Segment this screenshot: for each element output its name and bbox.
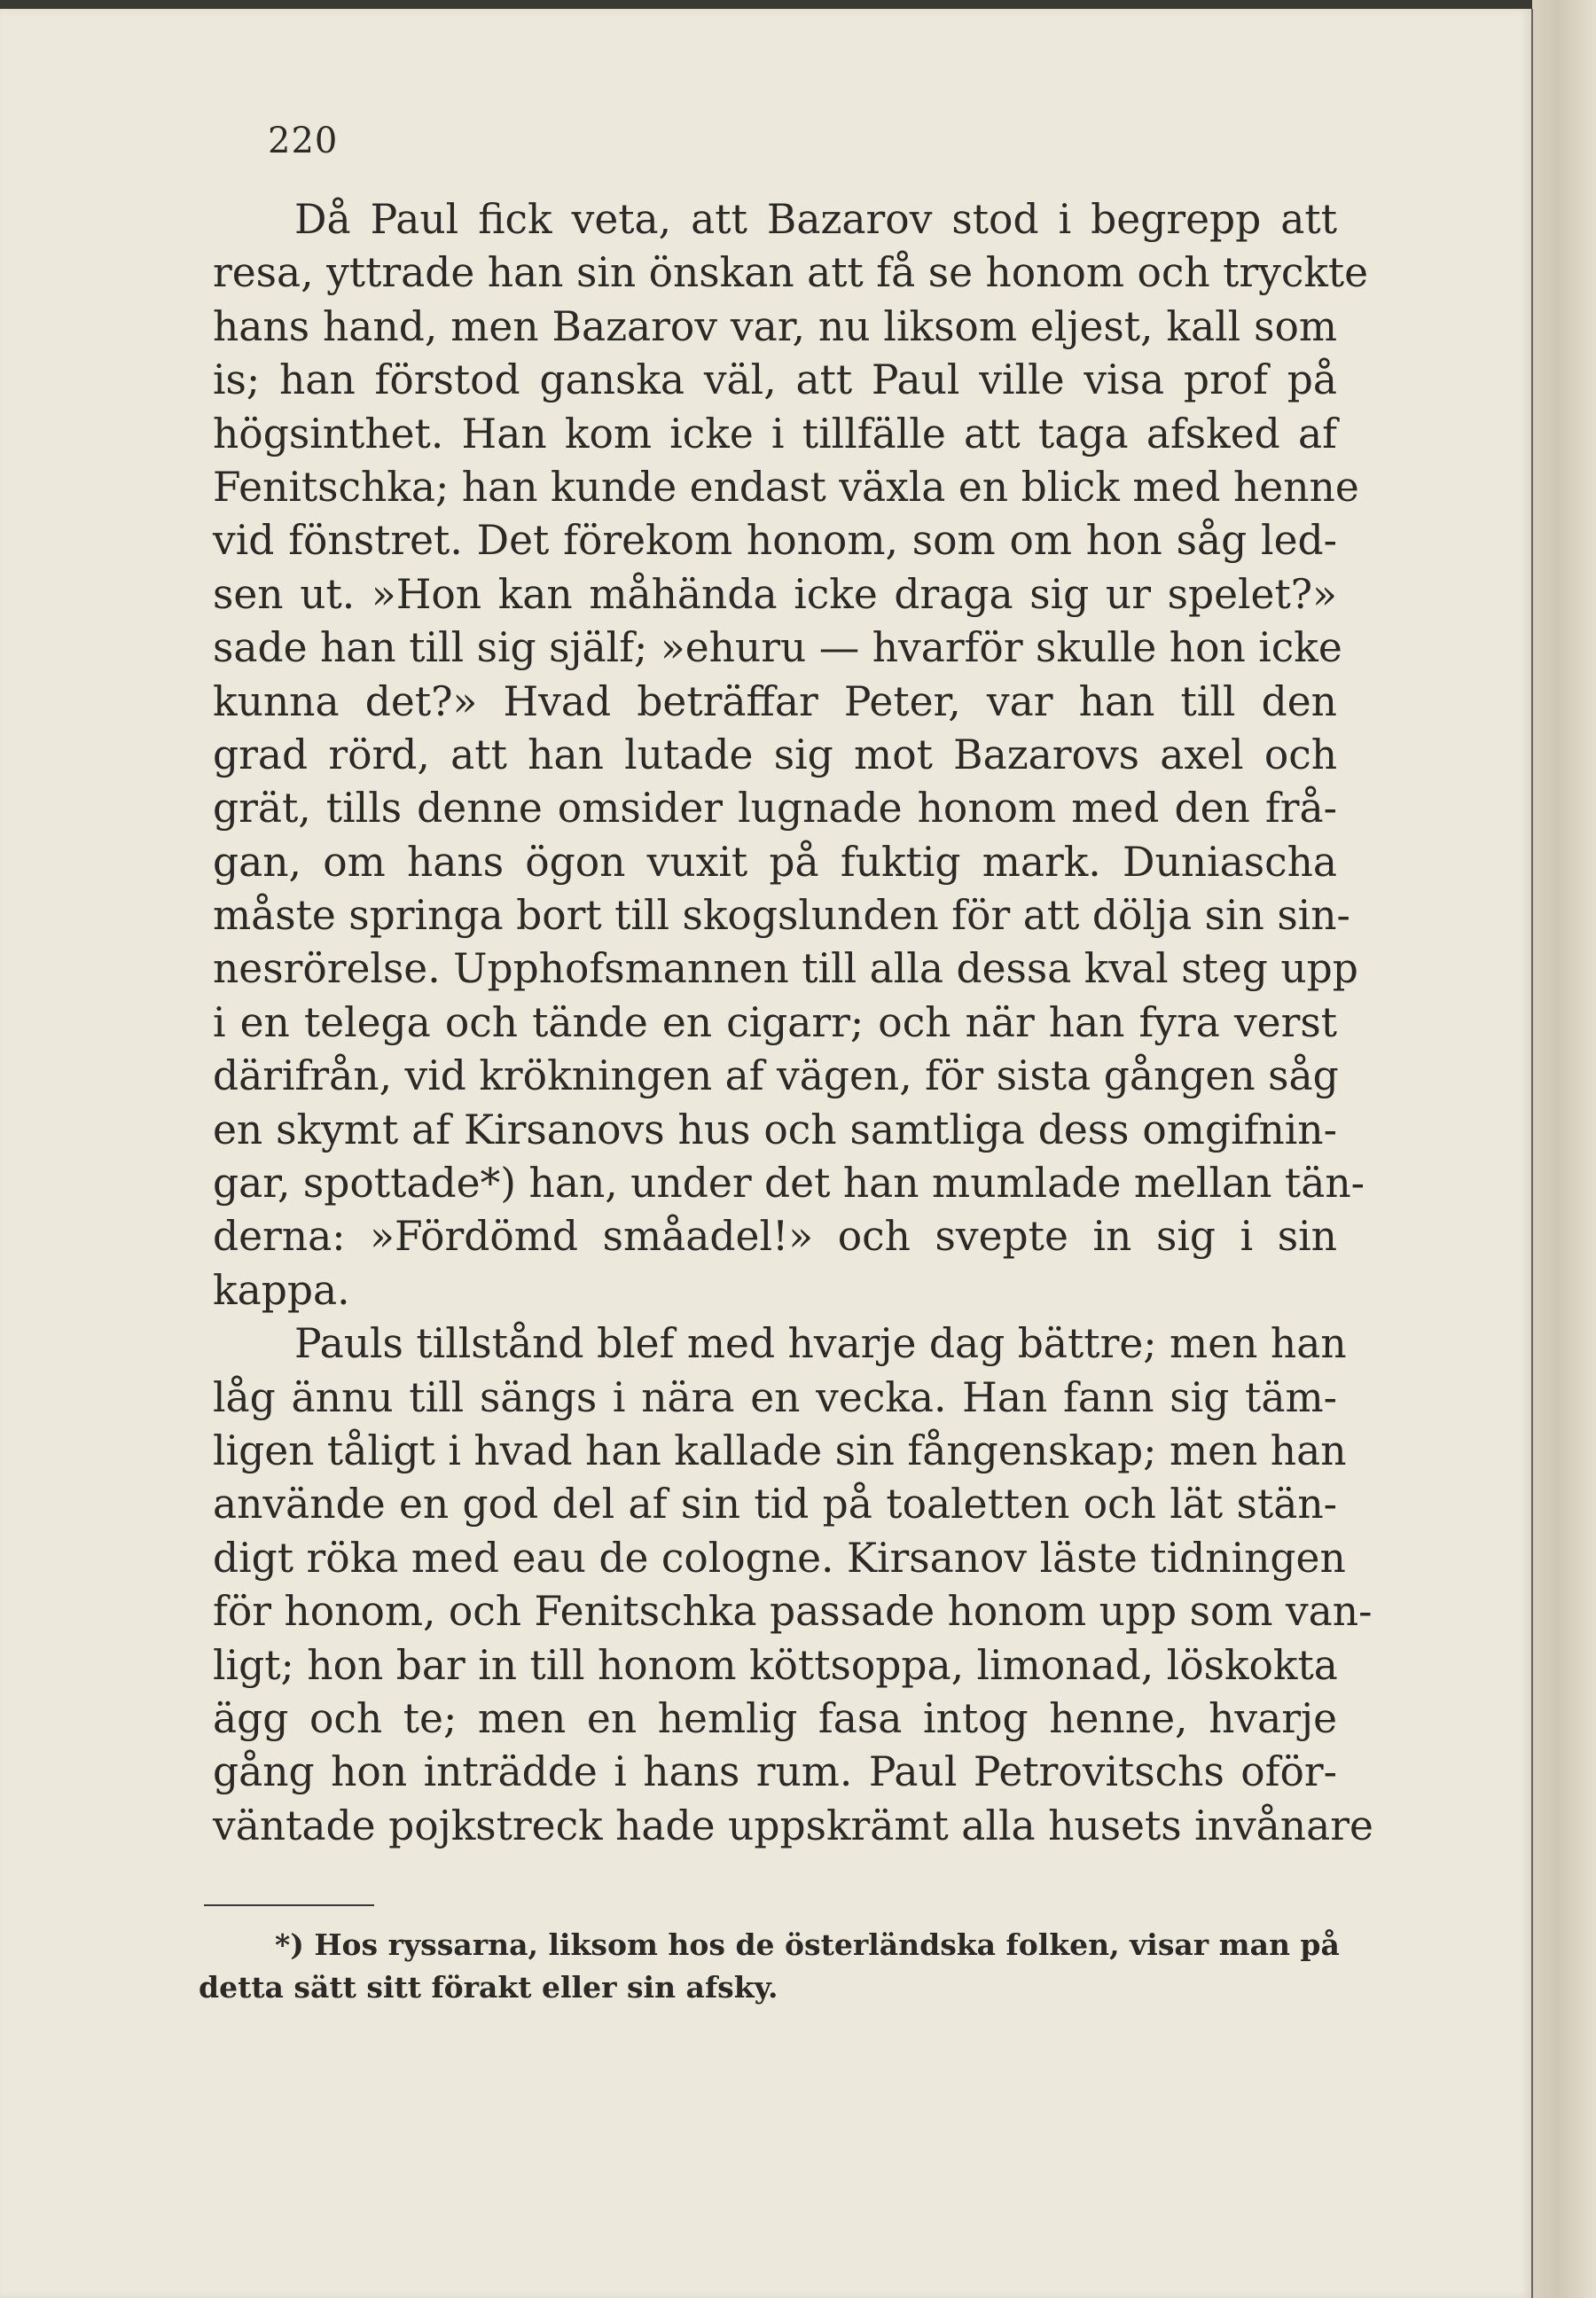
text-line: Pauls tillstånd blef med hvarje dag bättre; men han bbox=[294, 1320, 1347, 1368]
text-line: högsinthet. Han kom icke i tillfälle att taga afsked af bbox=[213, 410, 1337, 457]
page-number: 220 bbox=[268, 121, 339, 161]
text-line: använde en god del af sin tid på toaletten och lät stän- bbox=[213, 1481, 1337, 1528]
gutter-edge-line bbox=[1531, 9, 1533, 2298]
text-line: Fenitschka; han kunde endast växla en blick med henne bbox=[213, 463, 1359, 511]
text-line: grät, tills denne omsider lugnade honom med den frå- bbox=[213, 785, 1337, 832]
text-line: resa, yttrade han sin önskan att få se honom och tryckte bbox=[213, 249, 1369, 297]
text-line: ägg och te; men en hemlig fasa intog henne, hvarje bbox=[213, 1694, 1337, 1742]
text-line: derna: »Fördömd småadel!» och svepte in sig i sin bbox=[213, 1213, 1337, 1261]
footnote-line: *) Hos ryssarna, liksom hos de österländska folken, visar man på bbox=[275, 1927, 1340, 1962]
text-line: kunna det?» Hvad beträffar Peter, var han till den bbox=[213, 677, 1337, 725]
text-line: vid fönstret. Det förekom honom, som om hon såg led- bbox=[213, 517, 1337, 565]
text-line: gar, spottade*) han, under det han mumlade mellan tän- bbox=[213, 1160, 1365, 1208]
body-text bbox=[213, 193, 1373, 1853]
text-line: is; han förstod ganska väl, att Paul ville visa prof på bbox=[213, 356, 1337, 404]
text-line: en skymt af Kirsanovs hus och samtliga dess omgifnin- bbox=[213, 1106, 1337, 1153]
footnote-line: detta sätt sitt förakt eller sin afsky. bbox=[199, 1970, 778, 2005]
text-line: gång hon inträdde i hans rum. Paul Petrovitschs oför- bbox=[213, 1748, 1337, 1796]
text-line: sade han till sig själf; »ehuru — hvarför skulle hon icke bbox=[213, 624, 1342, 672]
text-line: digt röka med eau de cologne. Kirsanov läste tidningen bbox=[213, 1534, 1346, 1582]
text-line: grad rörd, att han lutade sig mot Bazarovs axel och bbox=[213, 731, 1337, 778]
text-line: gan, om hans ögon vuxit på fuktig mark. Duniascha bbox=[213, 838, 1337, 886]
text-line: låg ännu till sängs i nära en vecka. Han fann sig täm- bbox=[213, 1373, 1337, 1421]
text-line: i en telega och tände en cigarr; och när han fyra verst bbox=[213, 998, 1337, 1046]
text-line: måste springa bort till skogslunden för att dölja sin sin- bbox=[213, 892, 1350, 940]
text-line: sen ut. »Hon kan måhända icke draga sig ur spelet?» bbox=[213, 570, 1337, 618]
text-line: väntade pojkstreck hade uppskrämt alla husets invånare bbox=[213, 1802, 1373, 1849]
page-gutter bbox=[1532, 0, 1596, 2298]
text-line: nesrörelse. Upphofsmannen till alla dessa kval steg upp bbox=[213, 945, 1358, 993]
text-line: Då Paul fick veta, att Bazarov stod i begrepp att bbox=[294, 196, 1337, 243]
text-line: ligen tåligt i hvad han kallade sin fångenskap; men han bbox=[213, 1426, 1347, 1474]
text-line: för honom, och Fenitschka passade honom upp som van- bbox=[213, 1588, 1373, 1636]
text-line: ligt; hon bar in till honom köttsoppa, limonad, löskokta bbox=[213, 1641, 1338, 1689]
book-top-edge bbox=[0, 0, 1596, 9]
text-line: kappa. bbox=[213, 1266, 350, 1314]
footnote-separator bbox=[204, 1904, 374, 1906]
text-line: hans hand, men Bazarov var, nu liksom eljest, kall som bbox=[213, 302, 1337, 350]
footnote bbox=[199, 1924, 1340, 2009]
text-line: därifrån, vid krökningen af vägen, för sista gången såg bbox=[213, 1052, 1339, 1100]
